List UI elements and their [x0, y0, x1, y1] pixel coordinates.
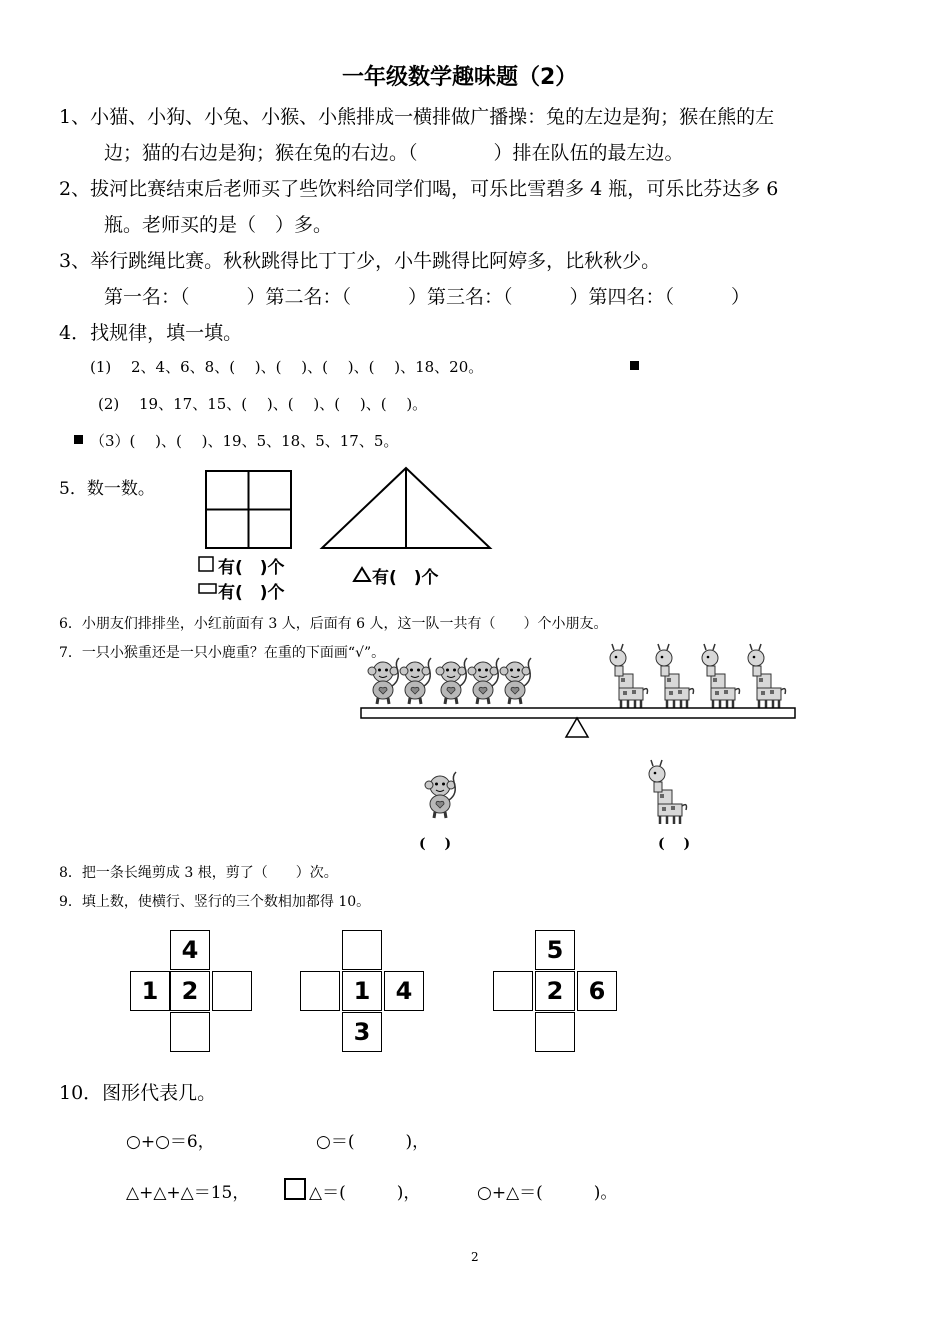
cross3-bottom[interactable] — [535, 1012, 575, 1052]
q4-pattern-3: （3）( )、( )、19、5、18、5、17、5。 — [90, 432, 399, 450]
cross1-bottom[interactable] — [170, 1012, 210, 1052]
q10-sum-answer: ○+△＝( )。 — [477, 1183, 618, 1203]
square-count-label: 有( )个 — [218, 558, 285, 578]
bullet-square-icon — [74, 435, 83, 444]
page-number: 2 — [471, 1250, 479, 1264]
cross3-top[interactable]: 5 — [535, 930, 575, 970]
page-title: 一年级数学趣味题（2） — [342, 65, 578, 90]
cross3-center[interactable]: 2 — [535, 971, 575, 1011]
answer-box-icon — [284, 1178, 306, 1200]
q4-title: 4．找规律，填一填。 — [59, 322, 243, 344]
cross2-right[interactable]: 4 — [384, 971, 424, 1011]
q10-triangle-equation: △+△+△＝15， — [126, 1183, 250, 1203]
q9-text: 9．填上数，使横行、竖行的三个数相加都得 10。 — [59, 894, 371, 910]
q5-title: 5．数一数。 — [59, 479, 155, 499]
q3-line2: 第一名：（ ）第二名：（ ）第三名：（ ）第四名：（ ） — [104, 286, 751, 308]
cross2-top[interactable] — [342, 930, 382, 970]
deer-answer-paren: ( ) — [658, 836, 691, 852]
bullet-square-icon — [630, 361, 639, 370]
q4-pattern-1: (1) 2、4、6、8、( )、( )、( )、( )、18、20。 — [90, 358, 484, 376]
rectangle-count-label: 有( )个 — [218, 583, 285, 603]
q7-text: 7．一只小猴重还是一只小鹿重？在重的下面画“√”。 — [59, 645, 386, 661]
cross2-left[interactable] — [300, 971, 340, 1011]
q8-text: 8．把一条长绳剪成 3 根，剪了（ ）次。 — [59, 865, 338, 881]
q2-line1: 2、拔河比赛结束后老师买了些饮料给同学们喝，可乐比雪碧多 4 瓶，可乐比芬达多 6 — [59, 178, 779, 200]
q6-text: 6．小朋友们排排坐，小红前面有 3 人，后面有 6 人，这一队一共有（ ）个小朋友。 — [59, 616, 608, 632]
cross1-center[interactable]: 2 — [170, 971, 210, 1011]
monkey-answer-paren: ( ) — [419, 836, 452, 852]
grid-square-figure — [205, 470, 293, 550]
seesaw-scene — [355, 650, 815, 740]
q10-triangle-answer: △＝( )， — [309, 1183, 421, 1203]
q4-pattern-2: (2) 19、17、15、( )、( )、( )、( )。 — [98, 395, 428, 413]
q1-line2: 边；猫的右边是狗；猴在兔的右边。（ ）排在队伍的最左边。 — [104, 142, 684, 164]
q1-line1: 1、小猫、小狗、小兔、小猴、小熊排成一横排做广播操：兔的左边是狗；猴在熊的左 — [59, 106, 775, 128]
rectangle-shape-icon — [198, 583, 218, 595]
cross1-top[interactable]: 4 — [170, 930, 210, 970]
split-triangle-figure — [320, 466, 492, 550]
cross1-right[interactable] — [212, 971, 252, 1011]
q10-circle-answer: ○＝( )， — [316, 1132, 430, 1152]
triangle-count-label: 有( )个 — [372, 568, 439, 588]
q10-circle-equation: ○+○＝6， — [126, 1132, 215, 1152]
q3-line1: 3、举行跳绳比赛。秋秋跳得比丁丁少，小牛跳得比阿婷多，比秋秋少。 — [59, 250, 661, 272]
cross2-bottom[interactable]: 3 — [342, 1012, 382, 1052]
q10-title: 10．图形代表几。 — [59, 1082, 217, 1104]
monkey-icon — [440, 812, 441, 813]
cross1-left[interactable]: 1 — [130, 971, 170, 1011]
q2-line2: 瓶。老师买的是（ ）多。 — [104, 214, 333, 236]
cross3-left[interactable] — [493, 971, 533, 1011]
square-shape-icon — [198, 556, 214, 572]
cross3-right[interactable]: 6 — [577, 971, 617, 1011]
deer-icon — [662, 818, 663, 819]
triangle-shape-icon — [353, 567, 371, 582]
cross2-center[interactable]: 1 — [342, 971, 382, 1011]
